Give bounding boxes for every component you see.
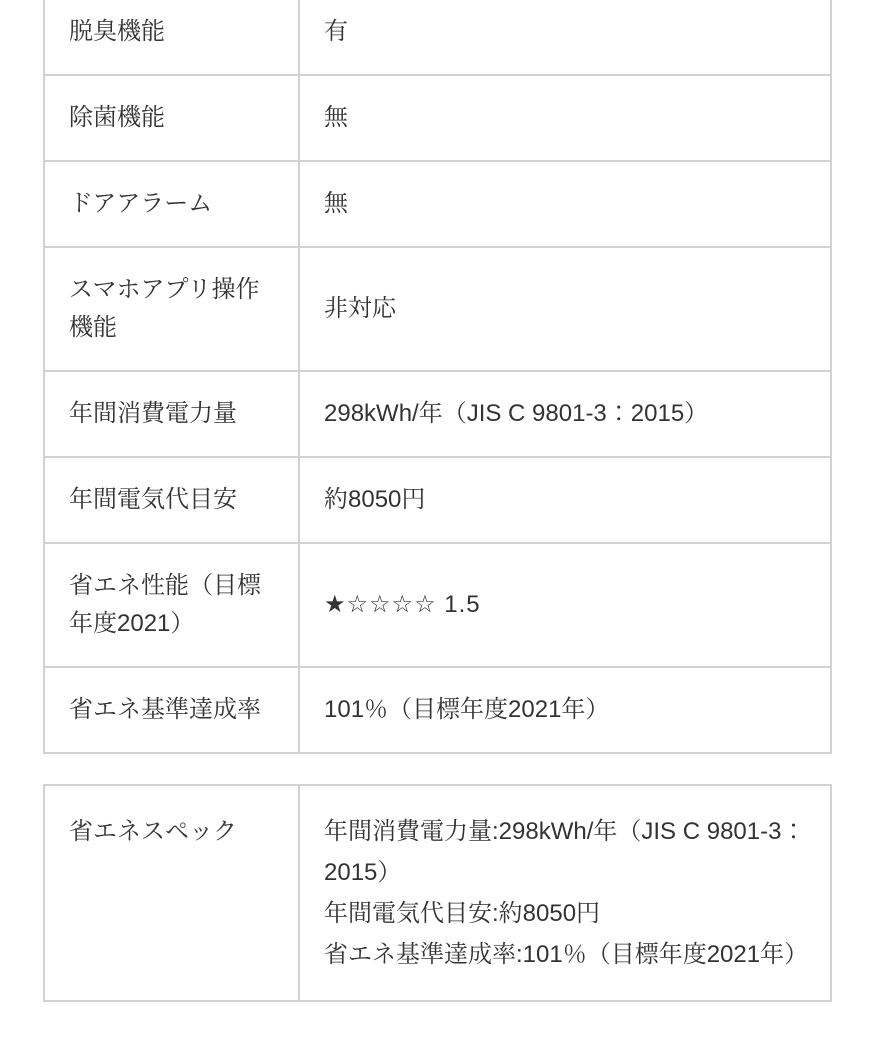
eco-spec-line: 年間電気代目安:約8050円 — [324, 900, 601, 927]
table-row — [44, 457, 831, 543]
eco-spec-table — [43, 784, 832, 1002]
spec-value: 有 — [299, 0, 831, 75]
spec-value: 無 — [299, 75, 831, 161]
spec-value: 298kWh/年（JIS C 9801-3：2015） — [299, 371, 831, 457]
spec-value: 無 — [299, 161, 831, 247]
spec-label: 除菌機能 — [44, 75, 299, 161]
table-row — [44, 75, 831, 161]
table-row — [44, 247, 831, 371]
energy-star-rating: ★☆☆☆☆ 1.5 — [299, 543, 831, 667]
table-row — [44, 0, 831, 75]
spec-value: 101％（目標年度2021年） — [299, 667, 831, 753]
table-row — [44, 785, 831, 1001]
spec-label: ドアアラーム — [44, 161, 299, 247]
eco-spec-line: 省エネ基準達成率:101％（目標年度2021年） — [324, 941, 809, 968]
table-row — [44, 543, 831, 667]
table-row — [44, 371, 831, 457]
spec-value: 約8050円 — [299, 457, 831, 543]
table-row — [44, 161, 831, 247]
spec-label: 年間消費電力量 — [44, 371, 299, 457]
spec-label: 省エネスペック — [44, 785, 299, 1001]
spec-label: 省エネ基準達成率 — [44, 667, 299, 753]
eco-spec-line: 年間消費電力量:298kWh/年（JIS C 9801-3：2015） — [324, 818, 806, 886]
feature-spec-table — [43, 0, 832, 754]
spec-value: 非対応 — [299, 247, 831, 371]
spec-label: 年間電気代目安 — [44, 457, 299, 543]
spec-label: 脱臭機能 — [44, 0, 299, 75]
table-row — [44, 667, 831, 753]
spec-label: スマホアプリ操作機能 — [44, 247, 299, 371]
spec-value — [299, 785, 831, 1001]
spec-label: 省エネ性能（目標年度2021） — [44, 543, 299, 667]
